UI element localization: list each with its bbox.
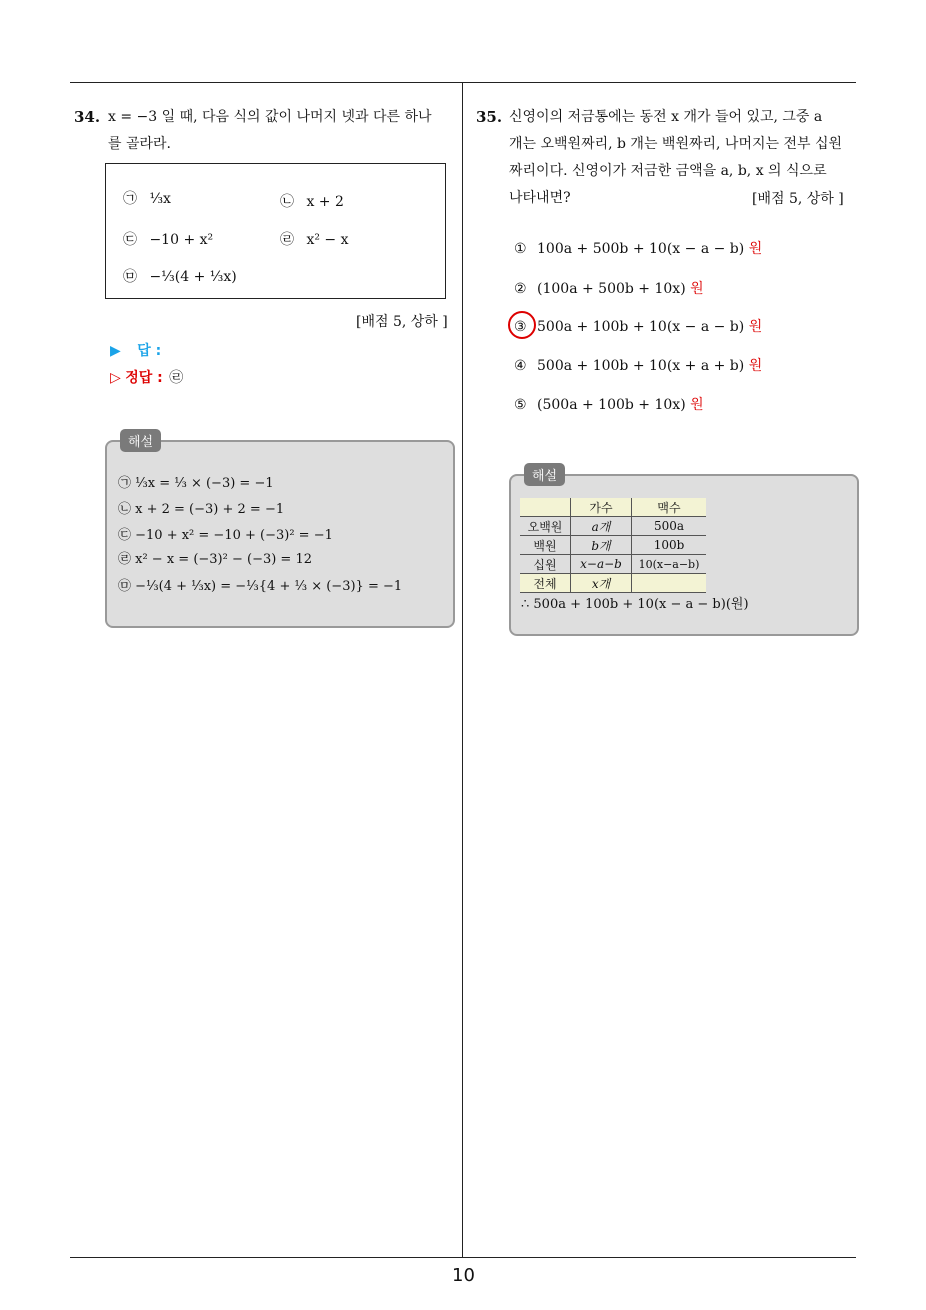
table-cell: x−a−b — [571, 555, 632, 574]
table-cell: 전체 — [520, 574, 571, 593]
q35-choice-2[interactable] — [514, 278, 704, 298]
table-total-row — [520, 574, 706, 593]
q35-choice-5[interactable] — [514, 394, 704, 414]
option-label: ㉣ — [280, 232, 294, 248]
correct-label: 정답 : — [125, 370, 163, 386]
q34-explain-line-5: ㉤ −⅓(4 + ⅓x) = −⅓{4 + ⅓ × (−3)} = −1 — [118, 579, 403, 594]
table-header-cell: 맥수 — [632, 498, 707, 517]
q35-question-line2: 개는 오백원짜리, b 개는 백원짜리, 나머지는 전부 십원 — [509, 136, 843, 152]
choice-unit: 원 — [748, 319, 763, 335]
choice-unit: 원 — [690, 397, 704, 413]
q34-explain-line-4: ㉣ x² − x = (−3)² − (−3) = 12 — [118, 552, 313, 567]
q34-option-5[interactable] — [123, 266, 237, 286]
q35-score: [배점 5, 상하 ] — [752, 191, 844, 207]
choice-unit: 원 — [690, 281, 704, 297]
table-row — [520, 517, 706, 536]
table-cell: 오백원 — [520, 517, 571, 536]
table-cell: 500a — [632, 517, 707, 536]
answer-label: 답 : — [137, 343, 162, 359]
coin-value-table — [520, 498, 706, 593]
table-header-cell — [520, 498, 571, 517]
q34-option-1[interactable] — [123, 188, 171, 208]
q34-answer-row — [110, 340, 161, 360]
q35-question-line1: 신영이의 저금통에는 동전 x 개가 들어 있고, 그중 a — [509, 109, 823, 125]
choice-expr: 500a + 100b + 10(x + a + b) — [537, 358, 745, 374]
q34-option-3[interactable] — [123, 229, 213, 249]
page-number: 10 — [452, 1265, 475, 1286]
q34-question-line1: x = −3 일 때, 다음 식의 값이 나머지 넷과 다른 하나 — [108, 109, 432, 125]
play-arrow-icon: ▶ — [110, 343, 121, 359]
choice-number: ① — [514, 241, 527, 257]
option-label: ㉤ — [123, 269, 137, 285]
choice-number: ② — [514, 281, 527, 297]
table-cell: b개 — [571, 536, 632, 555]
option-expr: x² − x — [306, 232, 349, 248]
q34-number: 34. — [74, 108, 101, 126]
table-cell: 백원 — [520, 536, 571, 555]
choice-expr: 100a + 500b + 10(x − a − b) — [537, 241, 745, 257]
table-cell: 10(x−a−b) — [632, 555, 707, 574]
outline-arrow-icon: ▷ — [110, 370, 121, 386]
choice-unit: 원 — [748, 241, 763, 257]
table-row — [520, 555, 706, 574]
column-divider — [462, 82, 463, 1258]
option-expr: −⅓(4 + ⅓x) — [149, 269, 237, 285]
q34-correct-row — [110, 367, 183, 387]
q35-choice-1[interactable] — [514, 238, 762, 258]
q34-explanation-tag: 해설 — [120, 429, 161, 452]
table-cell — [632, 574, 707, 593]
option-label: ㉢ — [123, 232, 137, 248]
q34-explain-line-1: ㉠ ⅓x = ⅓ × (−3) = −1 — [118, 476, 274, 491]
table-cell: 십원 — [520, 555, 571, 574]
table-header-cell: 가수 — [571, 498, 632, 517]
top-rule — [70, 82, 856, 83]
q34-option-4[interactable] — [280, 229, 349, 249]
q35-choice-4[interactable] — [514, 355, 762, 375]
q34-explain-line-2: ㉡ x + 2 = (−3) + 2 = −1 — [118, 502, 285, 517]
option-label: ㉡ — [280, 194, 294, 210]
choice-number: ④ — [514, 358, 527, 374]
q35-question-line3: 짜리이다. 신영이가 저금한 금액을 a, b, x 의 식으로 — [509, 163, 827, 179]
table-cell: 100b — [632, 536, 707, 555]
q35-conclusion: ∴ 500a + 100b + 10(x − a − b)(원) — [521, 597, 749, 612]
option-expr: −10 + x² — [149, 232, 214, 248]
choice-expr: 500a + 100b + 10(x − a − b) — [537, 319, 745, 335]
q35-question-line4: 나타내면? — [509, 190, 571, 206]
table-cell: a개 — [571, 517, 632, 536]
q34-score: [배점 5, 상하 ] — [356, 314, 448, 330]
q34-option-2[interactable] — [280, 191, 344, 211]
q35-choice-3[interactable] — [514, 316, 762, 336]
choice-expr: (100a + 500b + 10x) — [537, 281, 686, 297]
q34-explain-line-3: ㉢ −10 + x² = −10 + (−3)² = −1 — [118, 528, 333, 543]
table-header-row — [520, 498, 706, 517]
option-label: ㉠ — [123, 191, 137, 207]
table-row — [520, 536, 706, 555]
table-cell: x개 — [571, 574, 632, 593]
option-expr: x + 2 — [306, 194, 344, 210]
q35-number: 35. — [476, 108, 503, 126]
q35-explanation-tag: 해설 — [524, 463, 565, 486]
choice-expr: (500a + 100b + 10x) — [537, 397, 686, 413]
correct-value: ㉣ — [169, 370, 184, 386]
bottom-rule — [70, 1257, 856, 1258]
option-expr: ⅓x — [149, 191, 171, 207]
choice-number: ⑤ — [514, 397, 527, 413]
choice-number: ③ — [514, 319, 527, 335]
choice-unit: 원 — [748, 358, 763, 374]
q34-question-line2: 를 골라라. — [108, 136, 171, 152]
